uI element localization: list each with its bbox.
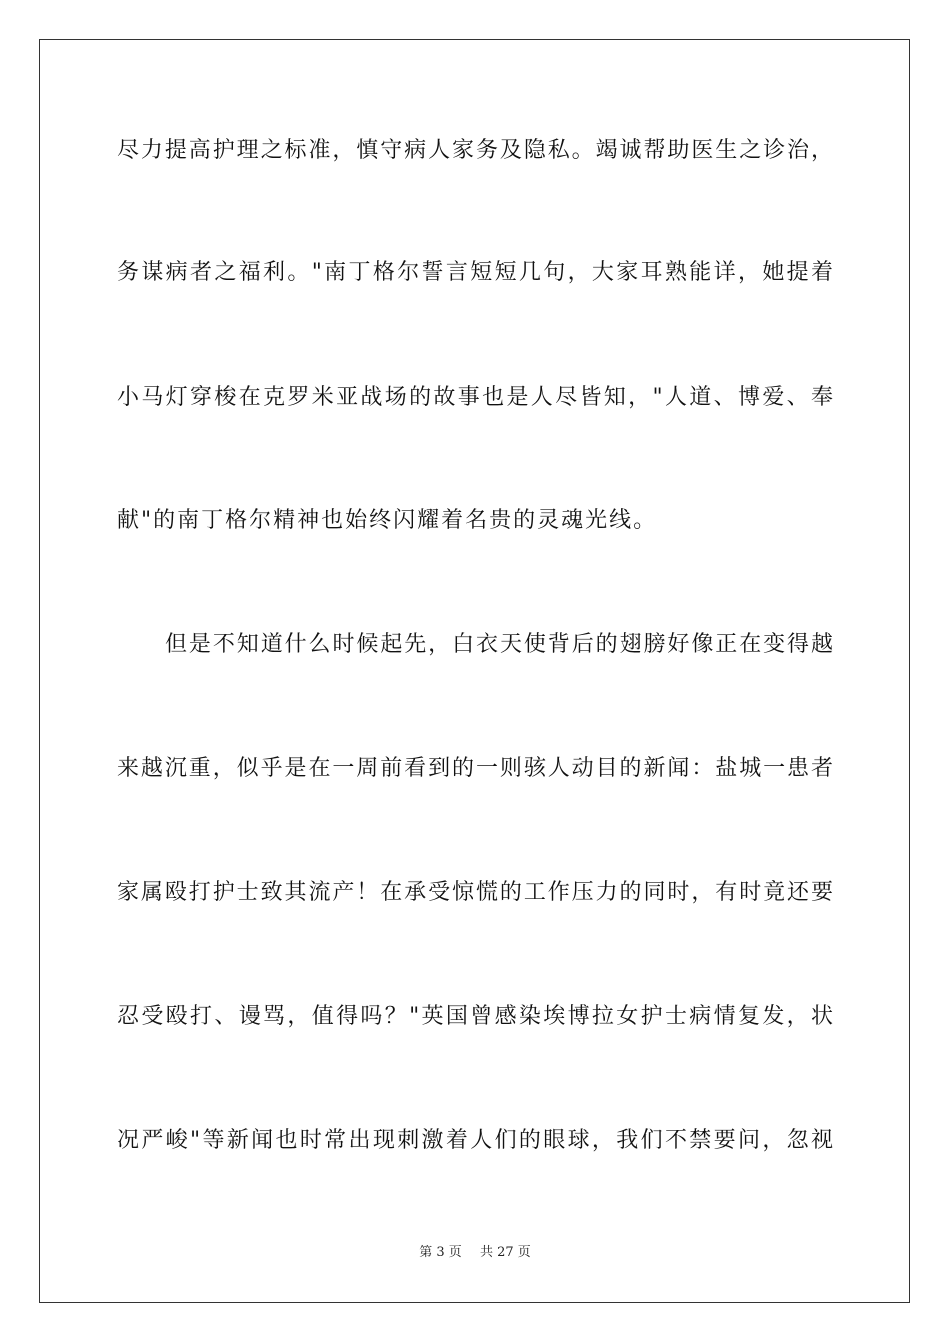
paragraph-line-8: 忍受殴打、谩骂，值得吗？"英国曾感染埃博拉女护士病情复发，状	[117, 1004, 833, 1029]
paragraph-line-3: 小马灯穿梭在克罗米亚战场的故事也是人尽皆知，"人道、博爱、奉	[117, 385, 833, 410]
paragraph-line-5: 但是不知道什么时候起先，白衣天使背后的翅膀好像正在变得越	[165, 632, 833, 657]
paragraph-line-1: 尽力提高护理之标准，慎守病人家务及隐私。竭诚帮助医生之诊治，	[117, 138, 833, 163]
paragraph-line-6: 来越沉重，似乎是在一周前看到的一则骇人动目的新闻：盐城一患者	[117, 756, 833, 781]
paragraph-line-7: 家属殴打护士致其流产！在承受惊慌的工作压力的同时，有时竟还要	[117, 880, 833, 905]
paragraph-line-2: 务谋病者之福利。"南丁格尔誓言短短几句，大家耳熟能详，她提着	[117, 260, 833, 285]
page-footer	[0, 1244, 950, 1262]
paragraph-line-9: 况严峻"等新闻也时常出现刺激着人们的眼球，我们不禁要问，忽视	[117, 1128, 833, 1153]
page-total: 共 27 页	[479, 1245, 531, 1260]
page-number: 第 3 页	[419, 1245, 462, 1260]
paragraph-line-4: 献"的南丁格尔精神也始终闪耀着名贵的灵魂光线。	[117, 508, 658, 533]
page-border	[39, 39, 910, 1303]
